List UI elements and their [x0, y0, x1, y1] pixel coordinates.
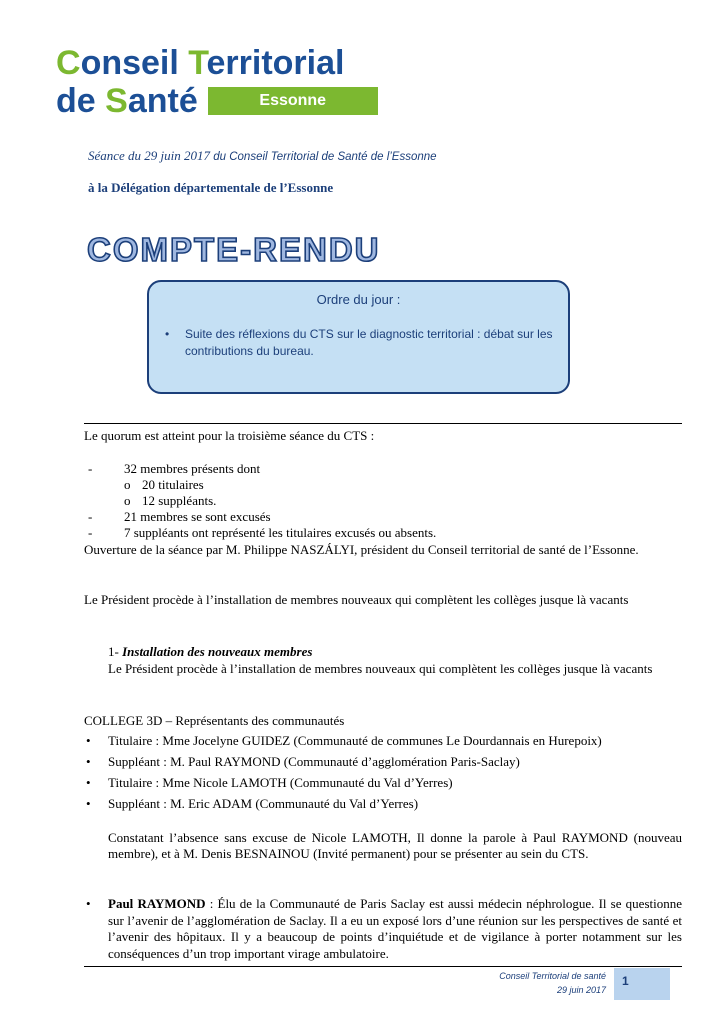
section1-text: Le Président procède à l’installation de membres nouveaux qui complètent les collèges jusque là vacants — [108, 661, 653, 676]
logo-line2 — [56, 82, 378, 120]
bullet-icon: • — [86, 754, 91, 769]
presents-text: 32 membres présents dont — [124, 461, 261, 476]
logo-text-erritorial: erritorial — [206, 44, 345, 82]
quorum-text: Le quorum est atteint pour la troisième séance du CTS : — [84, 428, 375, 443]
installation-intro: Le Président procède à l’installation de membres nouveaux qui complètent les collèges jusque là vacants — [84, 592, 629, 607]
raymond-text: : Élu de la Communauté de Paris Saclay est aussi médecin néphrologue. Il se questionne sur l’avenir de l’agglomération de Saclay. Il a eu un exposé lors d’une réunion sur les perspectives de santé et l’avenir des hôpitaux. Il y a beaucoup de points d’inquiétude et de vigilance à porter notamment sur les conséquences d’un trop important virage ambulatoire. — [108, 896, 682, 961]
bullet-icon: • — [165, 327, 170, 341]
logo-text-de: de — [56, 82, 106, 120]
college-item: Suppléant : M. Paul RAYMOND (Communauté d’agglomération Paris-Saclay) — [108, 754, 520, 769]
delegation-line: à la Délégation départementale de l’Essonne — [88, 180, 334, 195]
circle-bullet-icon: o — [124, 477, 131, 492]
divider-footer — [84, 966, 682, 967]
seance-rest: du Conseil Territorial de Santé de l’Essonne — [210, 151, 437, 163]
logo-letter-t: T — [188, 44, 207, 82]
section1-heading — [108, 644, 312, 659]
agenda-box — [147, 280, 570, 394]
logo-text-ante: anté — [127, 82, 198, 120]
ouverture-text: Ouverture de la séance par M. Philippe NASZÁLYI, président du Conseil territorial de santé de l’Essonne. — [84, 542, 639, 557]
logo-line1 — [56, 44, 378, 82]
college-item: Suppléant : M. Eric ADAM (Communauté du Val d’Yerres) — [108, 796, 419, 811]
footer-org: Conseil Territorial de santé — [499, 971, 606, 981]
section1-title: Installation des nouveaux membres — [122, 644, 313, 659]
representes-text: 7 suppléants ont représenté les titulaires excusés ou absents. — [124, 525, 437, 540]
circle-bullet-icon: o — [124, 493, 131, 508]
raymond-paragraph — [108, 896, 682, 962]
logo — [56, 44, 378, 120]
seance-date: Séance du 29 juin 2017 — [88, 148, 211, 163]
bullet-icon: • — [86, 733, 91, 748]
college-item: Titulaire : Mme Nicole LAMOTH (Communauté du Val d’Yerres) — [108, 775, 453, 790]
document-title-svg — [84, 230, 544, 266]
logo-region-bar: Essonne — [208, 87, 378, 115]
titulaires-text: 20 titulaires — [142, 477, 204, 492]
divider-top — [84, 423, 682, 424]
document-title — [84, 230, 544, 266]
raymond-name: Paul RAYMOND — [108, 896, 206, 911]
suppleants-text: 12 suppléants. — [142, 493, 217, 508]
college-item: Titulaire : Mme Jocelyne GUIDEZ (Communauté de communes Le Dourdannais en Hurepoix) — [108, 733, 602, 748]
page-number: 1 — [622, 974, 629, 988]
agenda-title: Ordre du jour : — [316, 292, 401, 307]
college-title: COLLEGE 3D – Représentants des communautés — [84, 713, 345, 728]
seance-line — [88, 148, 437, 164]
logo-letter-c: C — [56, 44, 81, 82]
constatant-text: Constatant l’absence sans excuse de Nicole LAMOTH, Il donne la parole à Paul RAYMOND (nouveau membre), et à M. Denis BESNAINOU (Invité permanent) pour se présenter au sein du CTS. — [108, 830, 682, 861]
document-title-text: COMPTE-RENDU — [87, 231, 381, 266]
logo-text-onseil: onseil — [80, 44, 189, 82]
dash-icon: - — [88, 461, 93, 476]
excuses-text: 21 membres se sont excusés — [124, 509, 271, 524]
agenda-item — [163, 326, 558, 360]
dash-icon: - — [88, 509, 93, 524]
bullet-icon: • — [86, 896, 91, 911]
section1-number: 1- — [108, 644, 119, 659]
agenda-item-text: Suite des réflexions du CTS sur le diagnostic territorial : débat sur les contributions du bureau. — [185, 327, 553, 358]
bullet-icon: • — [86, 796, 91, 811]
dash-icon: - — [88, 525, 93, 540]
bullet-icon: • — [86, 775, 91, 790]
logo-letter-s: S — [105, 82, 128, 120]
footer-date: 29 juin 2017 — [556, 985, 606, 995]
page-number-box — [614, 968, 670, 1000]
